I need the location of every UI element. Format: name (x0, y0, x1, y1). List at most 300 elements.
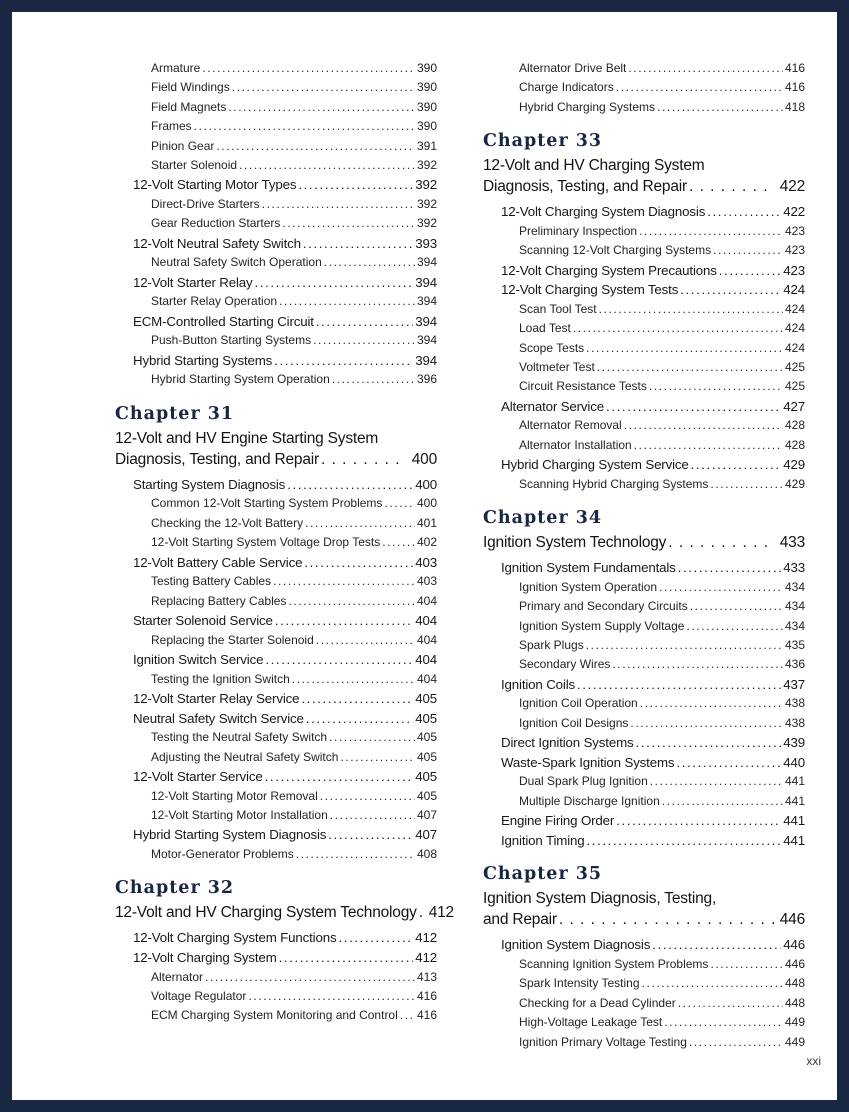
toc-entry (151, 987, 437, 1006)
entry-page-number: 394 (416, 333, 437, 348)
chapter-title-text: Diagnosis, Testing, and Repair (115, 450, 319, 468)
toc-entry (519, 772, 805, 791)
entry-label: Starter Solenoid (151, 158, 238, 173)
entry-label: Replacing the Starter Solenoid (151, 632, 314, 647)
dot-leader (273, 572, 415, 591)
toc-entry (133, 234, 437, 254)
entry-page-number: 392 (416, 158, 437, 173)
entry-label: Scanning Hybrid Charging Systems (519, 476, 709, 491)
entry-label: Starter Relay Operation (151, 294, 278, 309)
entry-label: Starting System Diagnosis (133, 476, 286, 492)
entry-label: 12-Volt Charging System Diagnosis (501, 204, 706, 220)
toc-entry (151, 370, 437, 389)
entry-label: Testing the Ignition Switch (151, 671, 290, 686)
dot-leader (205, 968, 415, 987)
toc-entry (151, 845, 437, 864)
entry-page-number: 400 (415, 476, 437, 492)
dot-leader (689, 176, 775, 197)
chapter-title (483, 155, 805, 197)
dot-leader (296, 845, 415, 864)
dot-leader (710, 475, 783, 494)
entry-label: Adjusting the Neutral Safety Switch (151, 749, 339, 764)
chapter-block (483, 130, 805, 197)
entry-page-number: 433 (783, 560, 805, 576)
dot-leader (338, 928, 413, 948)
dot-leader (657, 98, 783, 117)
entry-page-number: 423 (784, 223, 805, 238)
toc-entry (133, 553, 437, 573)
entry-page-number: 446 (783, 937, 805, 953)
entry-label: Gear Reduction Starters (151, 216, 281, 231)
chapter-title-line (115, 449, 437, 470)
entry-page-number: 412 (415, 930, 437, 946)
dot-leader (659, 578, 783, 597)
entry-label: Preliminary Inspection (519, 223, 638, 238)
toc-entry (151, 59, 437, 78)
entry-label: Field Windings (151, 80, 230, 95)
entry-page-number: 393 (415, 235, 437, 251)
entry-page-number: 402 (416, 535, 437, 550)
entry-page-number: 405 (416, 749, 437, 764)
toc-entry (519, 617, 805, 636)
entry-label: Scanning Ignition System Problems (519, 957, 709, 972)
dot-leader (662, 792, 783, 811)
entry-page-number: 429 (783, 457, 805, 473)
toc-entry (519, 694, 805, 713)
dot-leader (652, 935, 781, 955)
entry-label: Alternator Service (501, 398, 604, 414)
entry-page-number: 390 (416, 119, 437, 134)
toc-entry (519, 1033, 805, 1052)
toc-entry (501, 831, 805, 851)
entry-label: Ignition Coil Designs (519, 715, 629, 730)
dot-leader (400, 1006, 415, 1025)
entry-page-number: 439 (783, 735, 805, 751)
toc-entry (133, 689, 437, 709)
dot-leader (303, 234, 413, 254)
toc-entry (501, 733, 805, 753)
dot-leader (320, 787, 415, 806)
dot-leader (649, 377, 783, 396)
chapter-block (483, 863, 805, 930)
entry-label: 12-Volt Starter Relay Service (133, 691, 300, 707)
entry-page-number: 427 (783, 398, 805, 414)
entry-page-number: 404 (415, 652, 437, 668)
toc-entry (519, 974, 805, 993)
entry-label: Alternator (151, 969, 204, 984)
entry-label: Circuit Resistance Tests (519, 379, 647, 394)
toc-entry (501, 280, 805, 300)
entry-label: 12-Volt Charging System Precautions (501, 262, 717, 278)
entry-label: Hybrid Charging Systems (519, 99, 656, 114)
dot-leader (265, 650, 413, 670)
dot-leader (282, 214, 415, 233)
entry-page-number: 449 (784, 1015, 805, 1030)
toc-entry (151, 670, 437, 689)
entry-page-number: 403 (415, 554, 437, 570)
chapter-title (483, 888, 805, 930)
entry-page-number: 390 (416, 99, 437, 114)
chapter-heading: Chapter 31 (115, 403, 235, 424)
dot-leader (719, 261, 782, 281)
dot-leader (382, 533, 415, 552)
toc-entry (519, 655, 805, 674)
entry-label: Ignition System Operation (519, 579, 658, 594)
entry-label: Primary and Secondary Circuits (519, 599, 688, 614)
toc-entry (519, 792, 805, 811)
dot-leader (262, 195, 415, 214)
toc-entry (519, 300, 805, 319)
entry-label: ECM-Controlled Starting Circuit (133, 313, 314, 329)
entry-label: Field Magnets (151, 99, 227, 114)
dot-leader (710, 955, 783, 974)
entry-page-number: 434 (784, 599, 805, 614)
dot-leader (599, 300, 783, 319)
chapter-title-line: Ignition System Diagnosis, Testing, (483, 890, 717, 908)
toc-entry (519, 578, 805, 597)
footer-page-number: xxi (806, 1054, 821, 1068)
chapter-title-line: 12-Volt and HV Engine Starting System (115, 429, 379, 447)
toc-entry (519, 994, 805, 1013)
dot-leader (228, 98, 415, 117)
entry-page-number: 391 (416, 138, 437, 153)
entry-page-number: 394 (416, 294, 437, 309)
toc-entry (519, 98, 805, 117)
entry-page-number: 405 (415, 691, 437, 707)
dot-leader (624, 416, 783, 435)
entry-page-number: 405 (415, 769, 437, 785)
entry-label: Secondary Wires (519, 657, 611, 672)
chapter-title-text: and Repair (483, 911, 557, 929)
entry-label: 12-Volt Charging System Tests (501, 282, 679, 298)
dot-leader (691, 455, 782, 475)
dot-leader (316, 631, 415, 650)
dot-leader (265, 767, 414, 787)
entry-page-number: 405 (415, 710, 437, 726)
chapter-heading: Chapter 34 (483, 508, 603, 529)
toc-entry (501, 753, 805, 773)
dot-leader (668, 532, 775, 553)
toc-entry (151, 331, 437, 350)
dot-leader (686, 617, 783, 636)
chapter-title (115, 902, 454, 923)
entry-label: Dual Spark Plug Ignition (519, 774, 648, 789)
entry-page-number: 422 (783, 204, 805, 220)
dot-leader (616, 78, 783, 97)
entry-page-number: 438 (784, 696, 805, 711)
toc-entry (501, 397, 805, 417)
toc-entry (151, 156, 437, 175)
entry-label: Direct-Drive Starters (151, 197, 260, 212)
entry-label: Hybrid Starting System Operation (151, 372, 330, 387)
entry-page-number: 392 (415, 177, 437, 193)
dot-leader (586, 636, 783, 655)
entry-label: 12-Volt Starter Service (133, 769, 263, 785)
dot-leader (239, 156, 415, 175)
toc-entry (151, 787, 437, 806)
dot-leader (707, 202, 781, 222)
toc-entry (151, 728, 437, 747)
entry-label: Engine Firing Order (501, 813, 615, 829)
entry-label: Ignition Coils (501, 676, 576, 692)
toc-entry (133, 273, 437, 293)
dot-leader (628, 59, 783, 78)
entry-page-number: 440 (783, 754, 805, 770)
entry-label: Multiple Discharge Ignition (519, 793, 660, 808)
entry-label: 12-Volt Starting Motor Removal (151, 788, 318, 803)
dot-leader (636, 733, 782, 753)
chapter-heading: Chapter 35 (483, 864, 603, 885)
dot-leader (586, 339, 783, 358)
toc-entry (519, 475, 805, 494)
entry-label: Hybrid Starting Systems (133, 352, 273, 368)
entry-label: Waste-Spark Ignition Systems (501, 754, 675, 770)
entry-page-number: 424 (784, 301, 805, 316)
dot-leader (642, 974, 783, 993)
entry-page-number: 404 (416, 632, 437, 647)
dot-leader (232, 78, 415, 97)
entry-label: 12-Volt Neutral Safety Switch (133, 235, 301, 251)
toc-column-right (483, 59, 805, 1052)
entry-label: Scanning 12-Volt Charging Systems (519, 243, 712, 258)
toc-entry (519, 436, 805, 455)
entry-page-number: 407 (416, 808, 437, 823)
toc-entry (519, 241, 805, 260)
toc-entry (501, 261, 805, 281)
chapter-title-text: Ignition System Technology (483, 534, 667, 552)
entry-page-number: 425 (784, 360, 805, 375)
entry-page-number: 441 (783, 832, 805, 848)
dot-leader (587, 831, 782, 851)
dot-leader (316, 312, 413, 332)
entry-page-number: 434 (784, 618, 805, 633)
dot-leader (639, 222, 783, 241)
toc-entry (519, 714, 805, 733)
dot-leader (248, 987, 415, 1006)
chapter-page-number: 446 (779, 911, 805, 929)
chapter-title-text: Diagnosis, Testing, and Repair (483, 178, 687, 196)
dot-leader (304, 553, 413, 573)
entry-page-number: 408 (416, 847, 437, 862)
toc-entry (151, 533, 437, 552)
entry-label: Checking for a Dead Cylinder (519, 995, 676, 1010)
entry-page-number: 423 (783, 262, 805, 278)
entry-label: Push-Button Starting Systems (151, 333, 312, 348)
entry-label: Neutral Safety Switch Service (133, 710, 304, 726)
toc-entry (133, 650, 437, 670)
dot-leader (306, 709, 413, 729)
entry-page-number: 428 (784, 418, 805, 433)
dot-leader (328, 825, 413, 845)
toc-entry (519, 1013, 805, 1032)
entry-page-number: 390 (416, 80, 437, 95)
dot-leader (288, 592, 415, 611)
entry-page-number: 413 (416, 969, 437, 984)
entry-page-number: 435 (784, 638, 805, 653)
entry-label: 12-Volt Charging System (133, 950, 277, 966)
entry-label: 12-Volt Starting Motor Types (133, 177, 297, 193)
toc-entry (151, 253, 437, 272)
chapter-title-line: 12-Volt and HV Charging System (483, 157, 705, 175)
toc-entry (151, 78, 437, 97)
toc-entry (151, 968, 437, 987)
entry-label: Alternator Removal (519, 418, 622, 433)
entry-label: Load Test (519, 321, 571, 336)
toc-entry (151, 514, 437, 533)
dot-leader (634, 436, 783, 455)
entry-page-number: 424 (784, 340, 805, 355)
dot-leader (612, 655, 783, 674)
entry-page-number: 392 (416, 216, 437, 231)
dot-leader (678, 994, 783, 1013)
entry-label: Hybrid Starting System Diagnosis (133, 827, 327, 843)
toc-entry (133, 709, 437, 729)
entry-page-number: 416 (784, 80, 805, 95)
entry-page-number: 400 (416, 496, 437, 511)
toc-entry (519, 358, 805, 377)
dot-leader (332, 370, 415, 389)
entry-page-number: 446 (784, 957, 805, 972)
entry-page-number: 405 (416, 730, 437, 745)
chapter-title-text: 12-Volt and HV Charging System Technology (115, 904, 417, 922)
dot-leader (330, 806, 415, 825)
entry-page-number: 428 (784, 437, 805, 452)
dot-leader (690, 597, 783, 616)
dot-leader (384, 494, 415, 513)
entry-page-number: 403 (416, 574, 437, 589)
dot-leader (313, 331, 415, 350)
dot-leader (321, 449, 407, 470)
toc-entry (519, 597, 805, 616)
toc-entry (519, 955, 805, 974)
dot-leader (298, 175, 413, 195)
entry-page-number: 407 (415, 827, 437, 843)
entry-page-number: 448 (784, 995, 805, 1010)
entry-page-number: 437 (783, 676, 805, 692)
chapter-page-number: 412 (428, 904, 454, 922)
toc-entry (501, 202, 805, 222)
dot-leader (650, 772, 783, 791)
entry-page-number: 429 (784, 476, 805, 491)
entry-page-number: 424 (783, 282, 805, 298)
entry-label: Spark Plugs (519, 638, 584, 653)
dot-leader (630, 714, 783, 733)
toc-entry (519, 222, 805, 241)
toc-content (12, 12, 837, 1052)
entry-page-number: 434 (784, 579, 805, 594)
chapter-title (115, 428, 437, 470)
entry-label: Ignition System Fundamentals (501, 560, 676, 576)
dot-leader (616, 811, 781, 831)
entry-page-number: 449 (784, 1034, 805, 1049)
dot-leader (713, 241, 783, 260)
toc-entry (151, 806, 437, 825)
chapter-block (115, 877, 454, 923)
entry-page-number: 424 (784, 321, 805, 336)
chapter-page-number: 400 (411, 450, 437, 468)
dot-leader (279, 292, 415, 311)
toc-entry (133, 928, 437, 948)
toc-entry (133, 767, 437, 787)
entry-page-number: 404 (415, 613, 437, 629)
dot-leader (194, 117, 415, 136)
entry-page-number: 401 (416, 515, 437, 530)
dot-leader (640, 694, 783, 713)
entry-page-number: 394 (415, 313, 437, 329)
entry-label: Armature (151, 61, 201, 75)
entry-label: Neutral Safety Switch Operation (151, 255, 322, 270)
entry-label: Frames (151, 119, 192, 134)
chapter-title-line (115, 902, 454, 923)
toc-entry (151, 748, 437, 767)
dot-leader (287, 475, 413, 495)
entry-label: Replacing Battery Cables (151, 593, 287, 608)
toc-entry (151, 292, 437, 311)
entry-page-number: 394 (415, 352, 437, 368)
entry-label: 12-Volt Starting System Voltage Drop Tests (151, 535, 381, 550)
entry-label: ECM Charging System Monitoring and Control (151, 1008, 398, 1023)
entry-page-number: 441 (784, 774, 805, 789)
toc-entry (519, 339, 805, 358)
entry-label: 12-Volt Battery Cable Service (133, 554, 303, 570)
dot-leader (324, 253, 415, 272)
dot-leader (202, 59, 415, 78)
chapter-title-line (483, 176, 805, 197)
toc-entry (151, 631, 437, 650)
chapter-block (483, 507, 805, 553)
dot-leader (597, 358, 783, 377)
entry-label: Checking the 12-Volt Battery (151, 515, 304, 530)
entry-page-number: 390 (416, 61, 437, 75)
dot-leader (305, 514, 415, 533)
dot-leader (279, 948, 414, 968)
toc-entry (151, 117, 437, 136)
entry-label: Charge Indicators (519, 80, 614, 95)
entry-label: Direct Ignition Systems (501, 735, 634, 751)
entry-label: Ignition Primary Voltage Testing (519, 1034, 687, 1049)
dot-leader (573, 319, 783, 338)
entry-page-number: 423 (784, 243, 805, 258)
dot-leader (301, 689, 413, 709)
dot-leader (216, 137, 415, 156)
entry-label: Alternator Drive Belt (519, 61, 627, 75)
dot-leader (292, 670, 415, 689)
entry-page-number: 394 (415, 274, 437, 290)
entry-label: Hybrid Charging System Service (501, 457, 689, 473)
entry-page-number: 396 (416, 372, 437, 387)
toc-entry (519, 59, 805, 78)
dot-leader (680, 280, 781, 300)
dot-leader (606, 397, 781, 417)
chapter-title (483, 532, 805, 553)
chapter-block (115, 403, 437, 470)
toc-entry (133, 825, 437, 845)
entry-label: Motor-Generator Problems (151, 847, 294, 862)
entry-page-number: 412 (415, 950, 437, 966)
entry-label: Ignition System Diagnosis (501, 937, 651, 953)
toc-entry (151, 1006, 437, 1025)
toc-entry (133, 175, 437, 195)
entry-label: Ignition Switch Service (133, 652, 264, 668)
entry-label: 12-Volt Starter Relay (133, 274, 253, 290)
toc-entry (501, 811, 805, 831)
chapter-page-number: 433 (779, 534, 805, 552)
dot-leader (676, 753, 781, 773)
entry-label: Alternator Installation (519, 437, 632, 452)
entry-label: Ignition System Supply Voltage (519, 618, 685, 633)
dot-leader (419, 902, 424, 923)
dot-leader (689, 1033, 783, 1052)
